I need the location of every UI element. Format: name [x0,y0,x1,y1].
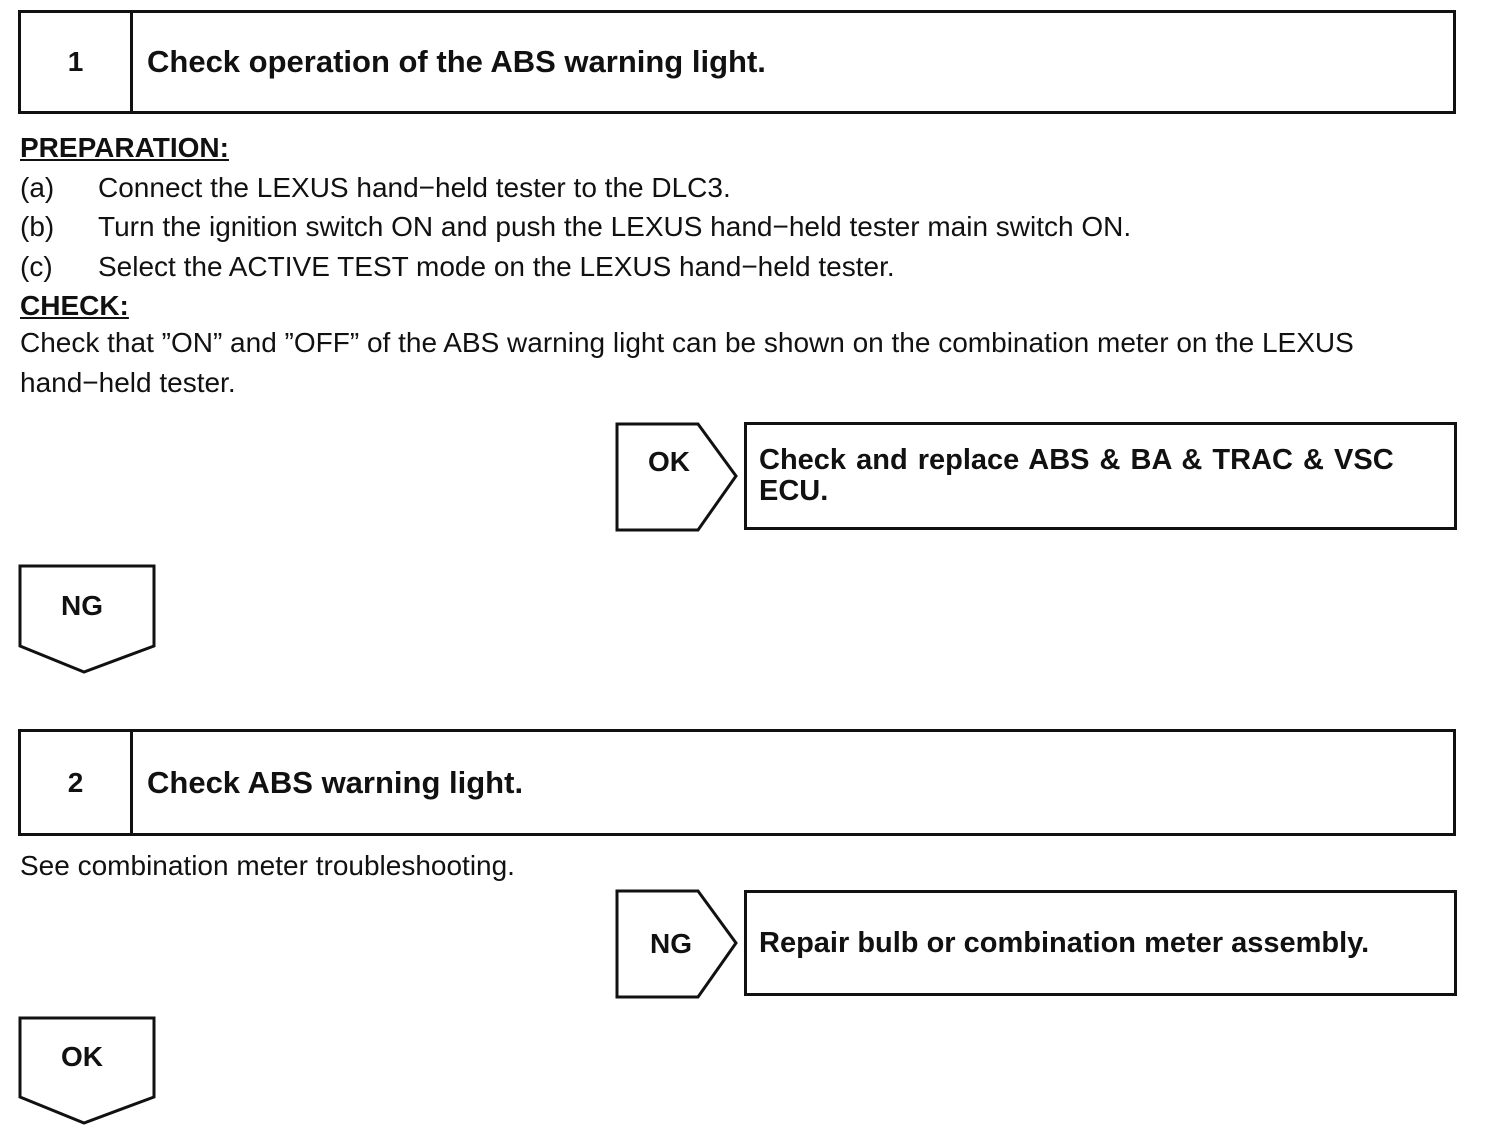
ng-arrow-label-2: NG [650,928,692,959]
step-1-number: 1 [21,13,133,111]
result-box-2 [744,890,1457,996]
check-label: CHECK: [20,290,129,321]
preparation-label: PREPARATION: [20,132,229,163]
ok-down-arrow-label-2: OK [61,1041,103,1072]
prep-item-b-marker: (b) [20,211,55,242]
result-text-2: Repair bulb or combination meter assembly. [759,926,1370,959]
check-text: Check that ”ON” and ”OFF” of the ABS warning light can be shown on the combination meter on the LEXUS hand−held tester. [20,327,1354,398]
step-1-title: Check operation of the ABS warning light. [147,44,766,79]
step-2-note: See combination meter troubleshooting. [20,850,515,881]
prep-item-a-text: Connect the LEXUS hand−held tester to the DLC3. [98,172,731,203]
prep-item-a-marker: (a) [20,172,55,203]
prep-item-b-text: Turn the ignition switch ON and push the LEXUS hand−held tester main switch ON. [98,211,1132,242]
ng-down-arrow-label-1: NG [61,590,103,621]
result-text-1: Check and replace ABS & BA & TRAC & VSC ECU. [759,444,1394,507]
prep-item-c-text: Select the ACTIVE TEST mode on the LEXUS hand−held tester. [98,251,895,282]
step-2-box [18,729,1456,836]
step-2-title: Check ABS warning light. [147,764,524,800]
step-2-number: 2 [21,732,133,833]
prep-item-c-marker: (c) [20,251,53,282]
result-box-1 [744,422,1457,530]
ok-arrow-label-1: OK [648,446,690,477]
